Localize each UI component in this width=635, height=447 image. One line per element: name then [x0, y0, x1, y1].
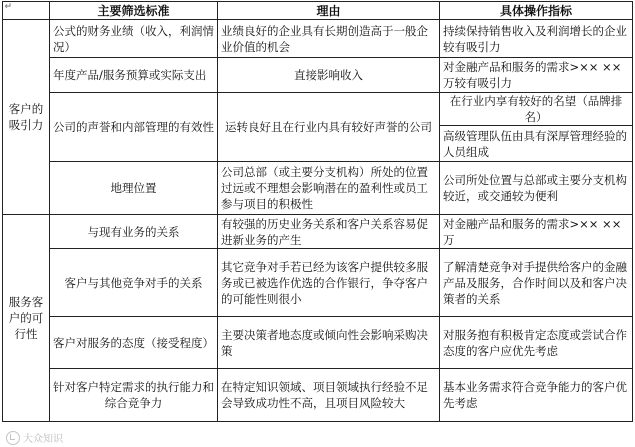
- criteria-cell: 地理位置: [50, 162, 218, 215]
- operation-cell: 基本业务需求符合竞争能力的客户优先考虑: [440, 369, 633, 422]
- table-row: [3, 20, 633, 58]
- reason-cell: 运转良好且在行业内具有较好声誉的公司: [218, 93, 440, 162]
- category-cell-feasibility: 服务客户的可行性: [3, 215, 50, 422]
- header-criteria: 主要筛选标准: [50, 2, 218, 20]
- reason-cell: 主要决策者地态度或倾向性会影响采购决策: [218, 317, 440, 369]
- reason-cell: 直接影响收入: [218, 58, 440, 93]
- category-cell-attractiveness: 客户的吸引力: [3, 20, 50, 215]
- operation-cell: 对金融产品和服务的需求>×× ××万: [440, 215, 633, 249]
- criteria-cell: 与现有业务的关系: [50, 215, 218, 249]
- reason-cell: 业绩良好的企业具有长期创造高于一般企业价值的机会: [218, 20, 440, 58]
- criteria-cell: 针对客户特定需求的执行能力和综合竞争力: [50, 369, 218, 422]
- watermark: [6, 430, 63, 445]
- header-corner: [3, 2, 50, 20]
- table-row: [3, 58, 633, 93]
- watermark-logo-icon: [6, 431, 20, 445]
- criteria-cell: 客户与其他竞争对手的关系: [50, 249, 218, 317]
- operation-cell: 高级管理队伍由具有深厚管理经验的人员组成: [440, 126, 633, 162]
- watermark-text: 大众知识: [23, 434, 63, 445]
- table-row: [3, 215, 633, 249]
- paragraph-mark: ↵: [4, 1, 13, 12]
- criteria-cell: 公式的财务业绩（收入，利润情况）: [50, 20, 218, 58]
- reason-cell: 公司总部（或主要分支机构）所处的位置过远或不理想会影响潜在的盈利性或员工参与项目的积极性: [218, 162, 440, 215]
- operation-cell: 对金融产品和服务的需求>×× ××万较有吸引力: [440, 58, 633, 93]
- criteria-cell: 年度产品/服务预算或实际支出: [50, 58, 218, 93]
- table-row: [3, 93, 633, 126]
- operation-cell: 公司所处位置与总部或主要分支机构较近，或交通较为便利: [440, 162, 633, 215]
- reason-cell: 其它竞争对手若已经为该客户提供较多服务或已被选作优选的合作银行，争夺客户的可能性则很小: [218, 249, 440, 317]
- operation-cell: 持续保持销售收入及利润增长的企业较有吸引力: [440, 20, 633, 58]
- reason-cell: 有较强的历史业务关系和客户关系容易促进新业务的产生: [218, 215, 440, 249]
- table-row: [3, 249, 633, 317]
- table-row: [3, 317, 633, 369]
- table-row: [3, 162, 633, 215]
- criteria-cell: 公司的声誉和内部管理的有效性: [50, 93, 218, 162]
- table-header-row: [3, 2, 633, 20]
- criteria-cell: 客户对服务的态度（接受程度）: [50, 317, 218, 369]
- table-row: [3, 369, 633, 422]
- operation-cell: 在行业内享有较好的名望（品牌排名）: [440, 93, 633, 126]
- header-reason: 理由: [218, 2, 440, 20]
- operation-cell: 了解清楚竞争对手提供给客户的金融产品及服务，合作时间以及和客户决策者的关系: [440, 249, 633, 317]
- operation-cell: 对服务抱有积极肯定态度或尝试合作态度的客户应优先考虑: [440, 317, 633, 369]
- customer-screening-table: [2, 1, 633, 422]
- header-operation: 具体操作指标: [440, 2, 633, 20]
- reason-cell: 在特定知识领域、项目领域执行经验不足会导致成功性不高，且项目风险较大: [218, 369, 440, 422]
